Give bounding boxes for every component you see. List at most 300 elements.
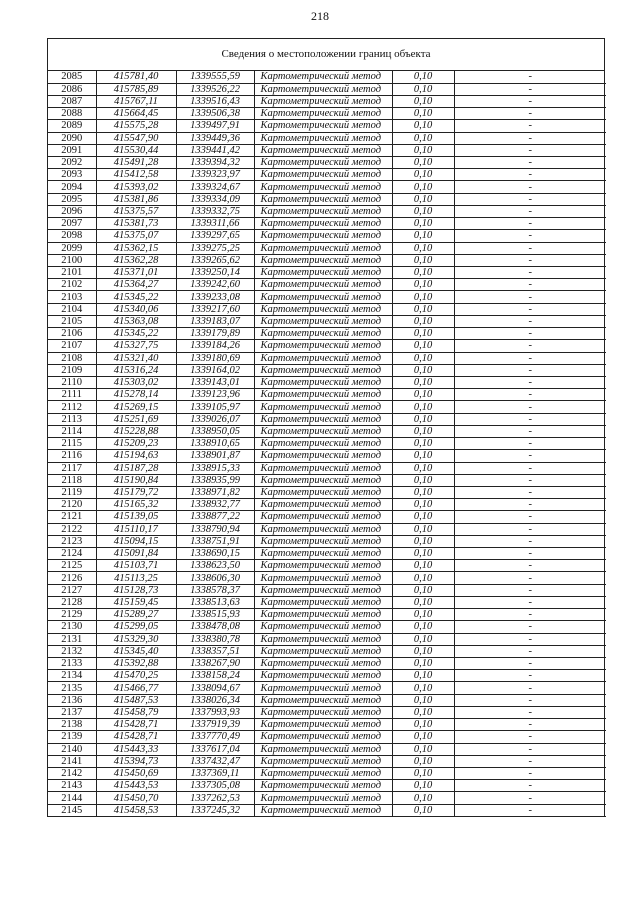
x-coordinate-cell: 415228,88 bbox=[96, 425, 176, 437]
method-cell: Картометрический метод bbox=[254, 719, 392, 731]
table-row bbox=[48, 804, 606, 816]
method-cell: Картометрический метод bbox=[254, 767, 392, 779]
point-number-cell: 2106 bbox=[48, 328, 96, 340]
y-coordinate-cell: 1339183,07 bbox=[176, 315, 254, 327]
point-number-cell: 2139 bbox=[48, 731, 96, 743]
description-cell: - bbox=[454, 340, 606, 352]
method-cell: Картометрический метод bbox=[254, 95, 392, 107]
y-coordinate-cell: 1338380,78 bbox=[176, 633, 254, 645]
method-cell: Картометрический метод bbox=[254, 523, 392, 535]
description-cell: - bbox=[454, 376, 606, 388]
accuracy-cell: 0,10 bbox=[392, 633, 454, 645]
method-cell: Картометрический метод bbox=[254, 633, 392, 645]
table-row bbox=[48, 462, 606, 474]
x-coordinate-cell: 415458,79 bbox=[96, 706, 176, 718]
point-number-cell: 2121 bbox=[48, 511, 96, 523]
method-cell: Картометрический метод bbox=[254, 315, 392, 327]
description-cell: - bbox=[454, 767, 606, 779]
point-number-cell: 2091 bbox=[48, 144, 96, 156]
accuracy-cell: 0,10 bbox=[392, 328, 454, 340]
table-row bbox=[48, 780, 606, 792]
x-coordinate-cell: 415450,70 bbox=[96, 792, 176, 804]
point-number-cell: 2111 bbox=[48, 389, 96, 401]
table-row bbox=[48, 108, 606, 120]
y-coordinate-cell: 1339026,07 bbox=[176, 413, 254, 425]
accuracy-cell: 0,10 bbox=[392, 364, 454, 376]
x-coordinate-cell: 415470,25 bbox=[96, 670, 176, 682]
y-coordinate-cell: 1338877,22 bbox=[176, 511, 254, 523]
description-cell: - bbox=[454, 596, 606, 608]
y-coordinate-cell: 1339143,01 bbox=[176, 376, 254, 388]
description-cell: - bbox=[454, 658, 606, 670]
x-coordinate-cell: 415289,27 bbox=[96, 609, 176, 621]
method-cell: Картометрический метод bbox=[254, 706, 392, 718]
point-number-cell: 2092 bbox=[48, 157, 96, 169]
accuracy-cell: 0,10 bbox=[392, 169, 454, 181]
y-coordinate-cell: 1338606,30 bbox=[176, 572, 254, 584]
table-row bbox=[48, 450, 606, 462]
x-coordinate-cell: 415113,25 bbox=[96, 572, 176, 584]
point-number-cell: 2090 bbox=[48, 132, 96, 144]
x-coordinate-cell: 415450,69 bbox=[96, 767, 176, 779]
y-coordinate-cell: 1337432,47 bbox=[176, 755, 254, 767]
accuracy-cell: 0,10 bbox=[392, 401, 454, 413]
description-cell: - bbox=[454, 315, 606, 327]
method-cell: Картометрический метод bbox=[254, 425, 392, 437]
x-coordinate-cell: 415345,22 bbox=[96, 328, 176, 340]
method-cell: Картометрический метод bbox=[254, 254, 392, 266]
method-cell: Картометрический метод bbox=[254, 731, 392, 743]
y-coordinate-cell: 1338158,24 bbox=[176, 670, 254, 682]
accuracy-cell: 0,10 bbox=[392, 694, 454, 706]
method-cell: Картометрический метод bbox=[254, 804, 392, 816]
method-cell: Картометрический метод bbox=[254, 291, 392, 303]
point-number-cell: 2119 bbox=[48, 486, 96, 498]
table-row bbox=[48, 584, 606, 596]
y-coordinate-cell: 1338910,65 bbox=[176, 438, 254, 450]
point-number-cell: 2087 bbox=[48, 95, 96, 107]
table-row bbox=[48, 767, 606, 779]
description-cell: - bbox=[454, 389, 606, 401]
description-cell: - bbox=[454, 120, 606, 132]
y-coordinate-cell: 1338690,15 bbox=[176, 548, 254, 560]
description-cell: - bbox=[454, 95, 606, 107]
accuracy-cell: 0,10 bbox=[392, 670, 454, 682]
x-coordinate-cell: 415316,24 bbox=[96, 364, 176, 376]
point-number-cell: 2112 bbox=[48, 401, 96, 413]
y-coordinate-cell: 1338935,99 bbox=[176, 474, 254, 486]
y-coordinate-cell: 1339105,97 bbox=[176, 401, 254, 413]
point-number-cell: 2141 bbox=[48, 755, 96, 767]
method-cell: Картометрический метод bbox=[254, 780, 392, 792]
y-coordinate-cell: 1338267,90 bbox=[176, 658, 254, 670]
table-row bbox=[48, 731, 606, 743]
table-row bbox=[48, 315, 606, 327]
table-row bbox=[48, 474, 606, 486]
table-row bbox=[48, 352, 606, 364]
y-coordinate-cell: 1338950,05 bbox=[176, 425, 254, 437]
point-number-cell: 2125 bbox=[48, 560, 96, 572]
x-coordinate-cell: 415362,15 bbox=[96, 242, 176, 254]
description-cell: - bbox=[454, 328, 606, 340]
table-row bbox=[48, 425, 606, 437]
accuracy-cell: 0,10 bbox=[392, 242, 454, 254]
point-number-cell: 2086 bbox=[48, 83, 96, 95]
point-number-cell: 2123 bbox=[48, 535, 96, 547]
table-row bbox=[48, 499, 606, 511]
x-coordinate-cell: 415547,90 bbox=[96, 132, 176, 144]
method-cell: Картометрический метод bbox=[254, 438, 392, 450]
accuracy-cell: 0,10 bbox=[392, 267, 454, 279]
point-number-cell: 2088 bbox=[48, 108, 96, 120]
accuracy-cell: 0,10 bbox=[392, 706, 454, 718]
point-number-cell: 2144 bbox=[48, 792, 96, 804]
method-cell: Картометрический метод bbox=[254, 792, 392, 804]
y-coordinate-cell: 1338513,63 bbox=[176, 596, 254, 608]
x-coordinate-cell: 415381,86 bbox=[96, 193, 176, 205]
y-coordinate-cell: 1339297,65 bbox=[176, 230, 254, 242]
method-cell: Картометрический метод bbox=[254, 376, 392, 388]
description-cell: - bbox=[454, 804, 606, 816]
accuracy-cell: 0,10 bbox=[392, 755, 454, 767]
x-coordinate-cell: 415375,57 bbox=[96, 205, 176, 217]
accuracy-cell: 0,10 bbox=[392, 425, 454, 437]
x-coordinate-cell: 415139,05 bbox=[96, 511, 176, 523]
method-cell: Картометрический метод bbox=[254, 144, 392, 156]
method-cell: Картометрический метод bbox=[254, 755, 392, 767]
accuracy-cell: 0,10 bbox=[392, 499, 454, 511]
method-cell: Картометрический метод bbox=[254, 535, 392, 547]
y-coordinate-cell: 1338026,34 bbox=[176, 694, 254, 706]
table-row bbox=[48, 230, 606, 242]
method-cell: Картометрический метод bbox=[254, 609, 392, 621]
point-number-cell: 2115 bbox=[48, 438, 96, 450]
x-coordinate-cell: 415128,73 bbox=[96, 584, 176, 596]
method-cell: Картометрический метод bbox=[254, 682, 392, 694]
y-coordinate-cell: 1338515,93 bbox=[176, 609, 254, 621]
method-cell: Картометрический метод bbox=[254, 645, 392, 657]
x-coordinate-cell: 415458,53 bbox=[96, 804, 176, 816]
table-row bbox=[48, 303, 606, 315]
accuracy-cell: 0,10 bbox=[392, 584, 454, 596]
method-cell: Картометрический метод bbox=[254, 401, 392, 413]
x-coordinate-cell: 415327,75 bbox=[96, 340, 176, 352]
point-number-cell: 2109 bbox=[48, 364, 96, 376]
y-coordinate-cell: 1339311,66 bbox=[176, 218, 254, 230]
coordinates-table-body bbox=[48, 71, 606, 816]
accuracy-cell: 0,10 bbox=[392, 315, 454, 327]
x-coordinate-cell: 415329,30 bbox=[96, 633, 176, 645]
table-row bbox=[48, 218, 606, 230]
x-coordinate-cell: 415393,02 bbox=[96, 181, 176, 193]
description-cell: - bbox=[454, 230, 606, 242]
description-cell: - bbox=[454, 364, 606, 376]
description-cell: - bbox=[454, 267, 606, 279]
description-cell: - bbox=[454, 83, 606, 95]
y-coordinate-cell: 1337305,08 bbox=[176, 780, 254, 792]
y-coordinate-cell: 1339242,60 bbox=[176, 279, 254, 291]
accuracy-cell: 0,10 bbox=[392, 205, 454, 217]
description-cell: - bbox=[454, 694, 606, 706]
method-cell: Картометрический метод bbox=[254, 352, 392, 364]
point-number-cell: 2100 bbox=[48, 254, 96, 266]
description-cell: - bbox=[454, 425, 606, 437]
method-cell: Картометрический метод bbox=[254, 694, 392, 706]
description-cell: - bbox=[454, 144, 606, 156]
accuracy-cell: 0,10 bbox=[392, 511, 454, 523]
table-row bbox=[48, 645, 606, 657]
method-cell: Картометрический метод bbox=[254, 462, 392, 474]
x-coordinate-cell: 415269,15 bbox=[96, 401, 176, 413]
x-coordinate-cell: 415664,45 bbox=[96, 108, 176, 120]
point-number-cell: 2126 bbox=[48, 572, 96, 584]
accuracy-cell: 0,10 bbox=[392, 71, 454, 83]
method-cell: Картометрический метод bbox=[254, 474, 392, 486]
description-cell: - bbox=[454, 584, 606, 596]
y-coordinate-cell: 1338478,08 bbox=[176, 621, 254, 633]
description-cell: - bbox=[454, 157, 606, 169]
description-cell: - bbox=[454, 169, 606, 181]
y-coordinate-cell: 1337245,32 bbox=[176, 804, 254, 816]
x-coordinate-cell: 415362,28 bbox=[96, 254, 176, 266]
method-cell: Картометрический метод bbox=[254, 303, 392, 315]
point-number-cell: 2096 bbox=[48, 205, 96, 217]
point-number-cell: 2108 bbox=[48, 352, 96, 364]
method-cell: Картометрический метод bbox=[254, 83, 392, 95]
table-row bbox=[48, 340, 606, 352]
y-coordinate-cell: 1339275,25 bbox=[176, 242, 254, 254]
table-row bbox=[48, 694, 606, 706]
point-number-cell: 2127 bbox=[48, 584, 96, 596]
accuracy-cell: 0,10 bbox=[392, 645, 454, 657]
accuracy-cell: 0,10 bbox=[392, 731, 454, 743]
table-row bbox=[48, 633, 606, 645]
table-row bbox=[48, 535, 606, 547]
table-row bbox=[48, 71, 606, 83]
table-row bbox=[48, 609, 606, 621]
method-cell: Картометрический метод bbox=[254, 743, 392, 755]
accuracy-cell: 0,10 bbox=[392, 83, 454, 95]
table-row bbox=[48, 792, 606, 804]
table-row bbox=[48, 291, 606, 303]
point-number-cell: 2138 bbox=[48, 719, 96, 731]
point-number-cell: 2089 bbox=[48, 120, 96, 132]
y-coordinate-cell: 1339123,96 bbox=[176, 389, 254, 401]
x-coordinate-cell: 415209,23 bbox=[96, 438, 176, 450]
description-cell: - bbox=[454, 205, 606, 217]
accuracy-cell: 0,10 bbox=[392, 132, 454, 144]
accuracy-cell: 0,10 bbox=[392, 621, 454, 633]
accuracy-cell: 0,10 bbox=[392, 535, 454, 547]
x-coordinate-cell: 415321,40 bbox=[96, 352, 176, 364]
method-cell: Картометрический метод bbox=[254, 572, 392, 584]
table-row bbox=[48, 596, 606, 608]
y-coordinate-cell: 1339506,38 bbox=[176, 108, 254, 120]
x-coordinate-cell: 415781,40 bbox=[96, 71, 176, 83]
x-coordinate-cell: 415091,84 bbox=[96, 548, 176, 560]
method-cell: Картометрический метод bbox=[254, 486, 392, 498]
y-coordinate-cell: 1339497,91 bbox=[176, 120, 254, 132]
x-coordinate-cell: 415110,17 bbox=[96, 523, 176, 535]
accuracy-cell: 0,10 bbox=[392, 450, 454, 462]
y-coordinate-cell: 1338578,37 bbox=[176, 584, 254, 596]
method-cell: Картометрический метод bbox=[254, 71, 392, 83]
table-row bbox=[48, 132, 606, 144]
x-coordinate-cell: 415443,53 bbox=[96, 780, 176, 792]
point-number-cell: 2113 bbox=[48, 413, 96, 425]
table-row bbox=[48, 572, 606, 584]
method-cell: Картометрический метод bbox=[254, 596, 392, 608]
description-cell: - bbox=[454, 401, 606, 413]
description-cell: - bbox=[454, 242, 606, 254]
x-coordinate-cell: 415466,77 bbox=[96, 682, 176, 694]
point-number-cell: 2093 bbox=[48, 169, 96, 181]
table-row bbox=[48, 670, 606, 682]
y-coordinate-cell: 1338751,91 bbox=[176, 535, 254, 547]
accuracy-cell: 0,10 bbox=[392, 609, 454, 621]
table-row bbox=[48, 279, 606, 291]
x-coordinate-cell: 415785,89 bbox=[96, 83, 176, 95]
accuracy-cell: 0,10 bbox=[392, 767, 454, 779]
y-coordinate-cell: 1339217,60 bbox=[176, 303, 254, 315]
method-cell: Картометрический метод bbox=[254, 157, 392, 169]
description-cell: - bbox=[454, 291, 606, 303]
point-number-cell: 2097 bbox=[48, 218, 96, 230]
table-row bbox=[48, 181, 606, 193]
method-cell: Картометрический метод bbox=[254, 279, 392, 291]
x-coordinate-cell: 415165,32 bbox=[96, 499, 176, 511]
accuracy-cell: 0,10 bbox=[392, 743, 454, 755]
description-cell: - bbox=[454, 254, 606, 266]
accuracy-cell: 0,10 bbox=[392, 548, 454, 560]
x-coordinate-cell: 415443,33 bbox=[96, 743, 176, 755]
description-cell: - bbox=[454, 535, 606, 547]
table-row bbox=[48, 560, 606, 572]
table-row bbox=[48, 242, 606, 254]
table-row bbox=[48, 389, 606, 401]
y-coordinate-cell: 1337993,93 bbox=[176, 706, 254, 718]
accuracy-cell: 0,10 bbox=[392, 352, 454, 364]
method-cell: Картометрический метод bbox=[254, 267, 392, 279]
accuracy-cell: 0,10 bbox=[392, 108, 454, 120]
method-cell: Картометрический метод bbox=[254, 120, 392, 132]
description-cell: - bbox=[454, 413, 606, 425]
point-number-cell: 2110 bbox=[48, 376, 96, 388]
table-row bbox=[48, 755, 606, 767]
x-coordinate-cell: 415345,40 bbox=[96, 645, 176, 657]
y-coordinate-cell: 1339250,14 bbox=[176, 267, 254, 279]
description-cell: - bbox=[454, 560, 606, 572]
table-row bbox=[48, 83, 606, 95]
description-cell: - bbox=[454, 462, 606, 474]
table-row bbox=[48, 548, 606, 560]
x-coordinate-cell: 415278,14 bbox=[96, 389, 176, 401]
description-cell: - bbox=[454, 731, 606, 743]
section-title: Сведения о местоположении границ объекта bbox=[48, 39, 604, 71]
point-number-cell: 2120 bbox=[48, 499, 96, 511]
method-cell: Картометрический метод bbox=[254, 181, 392, 193]
table-row bbox=[48, 267, 606, 279]
y-coordinate-cell: 1339394,32 bbox=[176, 157, 254, 169]
accuracy-cell: 0,10 bbox=[392, 157, 454, 169]
x-coordinate-cell: 415251,69 bbox=[96, 413, 176, 425]
coordinates-table bbox=[48, 71, 606, 817]
accuracy-cell: 0,10 bbox=[392, 120, 454, 132]
y-coordinate-cell: 1337262,53 bbox=[176, 792, 254, 804]
accuracy-cell: 0,10 bbox=[392, 572, 454, 584]
description-cell: - bbox=[454, 499, 606, 511]
y-coordinate-cell: 1338915,33 bbox=[176, 462, 254, 474]
accuracy-cell: 0,10 bbox=[392, 181, 454, 193]
table-row bbox=[48, 658, 606, 670]
table-row bbox=[48, 719, 606, 731]
description-cell: - bbox=[454, 438, 606, 450]
x-coordinate-cell: 415159,45 bbox=[96, 596, 176, 608]
table-row bbox=[48, 193, 606, 205]
table-row bbox=[48, 682, 606, 694]
y-coordinate-cell: 1339441,42 bbox=[176, 144, 254, 156]
accuracy-cell: 0,10 bbox=[392, 560, 454, 572]
accuracy-cell: 0,10 bbox=[392, 780, 454, 792]
x-coordinate-cell: 415303,02 bbox=[96, 376, 176, 388]
point-number-cell: 2129 bbox=[48, 609, 96, 621]
point-number-cell: 2101 bbox=[48, 267, 96, 279]
y-coordinate-cell: 1338790,94 bbox=[176, 523, 254, 535]
point-number-cell: 2103 bbox=[48, 291, 96, 303]
method-cell: Картометрический метод bbox=[254, 364, 392, 376]
accuracy-cell: 0,10 bbox=[392, 193, 454, 205]
y-coordinate-cell: 1339265,62 bbox=[176, 254, 254, 266]
y-coordinate-cell: 1339516,43 bbox=[176, 95, 254, 107]
y-coordinate-cell: 1338932,77 bbox=[176, 499, 254, 511]
description-cell: - bbox=[454, 279, 606, 291]
description-cell: - bbox=[454, 682, 606, 694]
accuracy-cell: 0,10 bbox=[392, 462, 454, 474]
method-cell: Картометрический метод bbox=[254, 389, 392, 401]
method-cell: Картометрический метод bbox=[254, 658, 392, 670]
table-row bbox=[48, 523, 606, 535]
point-number-cell: 2124 bbox=[48, 548, 96, 560]
point-number-cell: 2094 bbox=[48, 181, 96, 193]
y-coordinate-cell: 1338357,51 bbox=[176, 645, 254, 657]
y-coordinate-cell: 1337369,11 bbox=[176, 767, 254, 779]
description-cell: - bbox=[454, 193, 606, 205]
method-cell: Картометрический метод bbox=[254, 218, 392, 230]
point-number-cell: 2104 bbox=[48, 303, 96, 315]
description-cell: - bbox=[454, 633, 606, 645]
accuracy-cell: 0,10 bbox=[392, 230, 454, 242]
y-coordinate-cell: 1338971,82 bbox=[176, 486, 254, 498]
point-number-cell: 2140 bbox=[48, 743, 96, 755]
point-number-cell: 2131 bbox=[48, 633, 96, 645]
x-coordinate-cell: 415179,72 bbox=[96, 486, 176, 498]
point-number-cell: 2107 bbox=[48, 340, 96, 352]
boundary-table-frame bbox=[47, 38, 605, 817]
description-cell: - bbox=[454, 303, 606, 315]
y-coordinate-cell: 1339334,09 bbox=[176, 193, 254, 205]
description-cell: - bbox=[454, 706, 606, 718]
accuracy-cell: 0,10 bbox=[392, 303, 454, 315]
description-cell: - bbox=[454, 71, 606, 83]
y-coordinate-cell: 1339526,22 bbox=[176, 83, 254, 95]
x-coordinate-cell: 415575,28 bbox=[96, 120, 176, 132]
x-coordinate-cell: 415299,05 bbox=[96, 621, 176, 633]
description-cell: - bbox=[454, 792, 606, 804]
method-cell: Картометрический метод bbox=[254, 499, 392, 511]
x-coordinate-cell: 415103,71 bbox=[96, 560, 176, 572]
x-coordinate-cell: 415392,88 bbox=[96, 658, 176, 670]
y-coordinate-cell: 1339324,67 bbox=[176, 181, 254, 193]
